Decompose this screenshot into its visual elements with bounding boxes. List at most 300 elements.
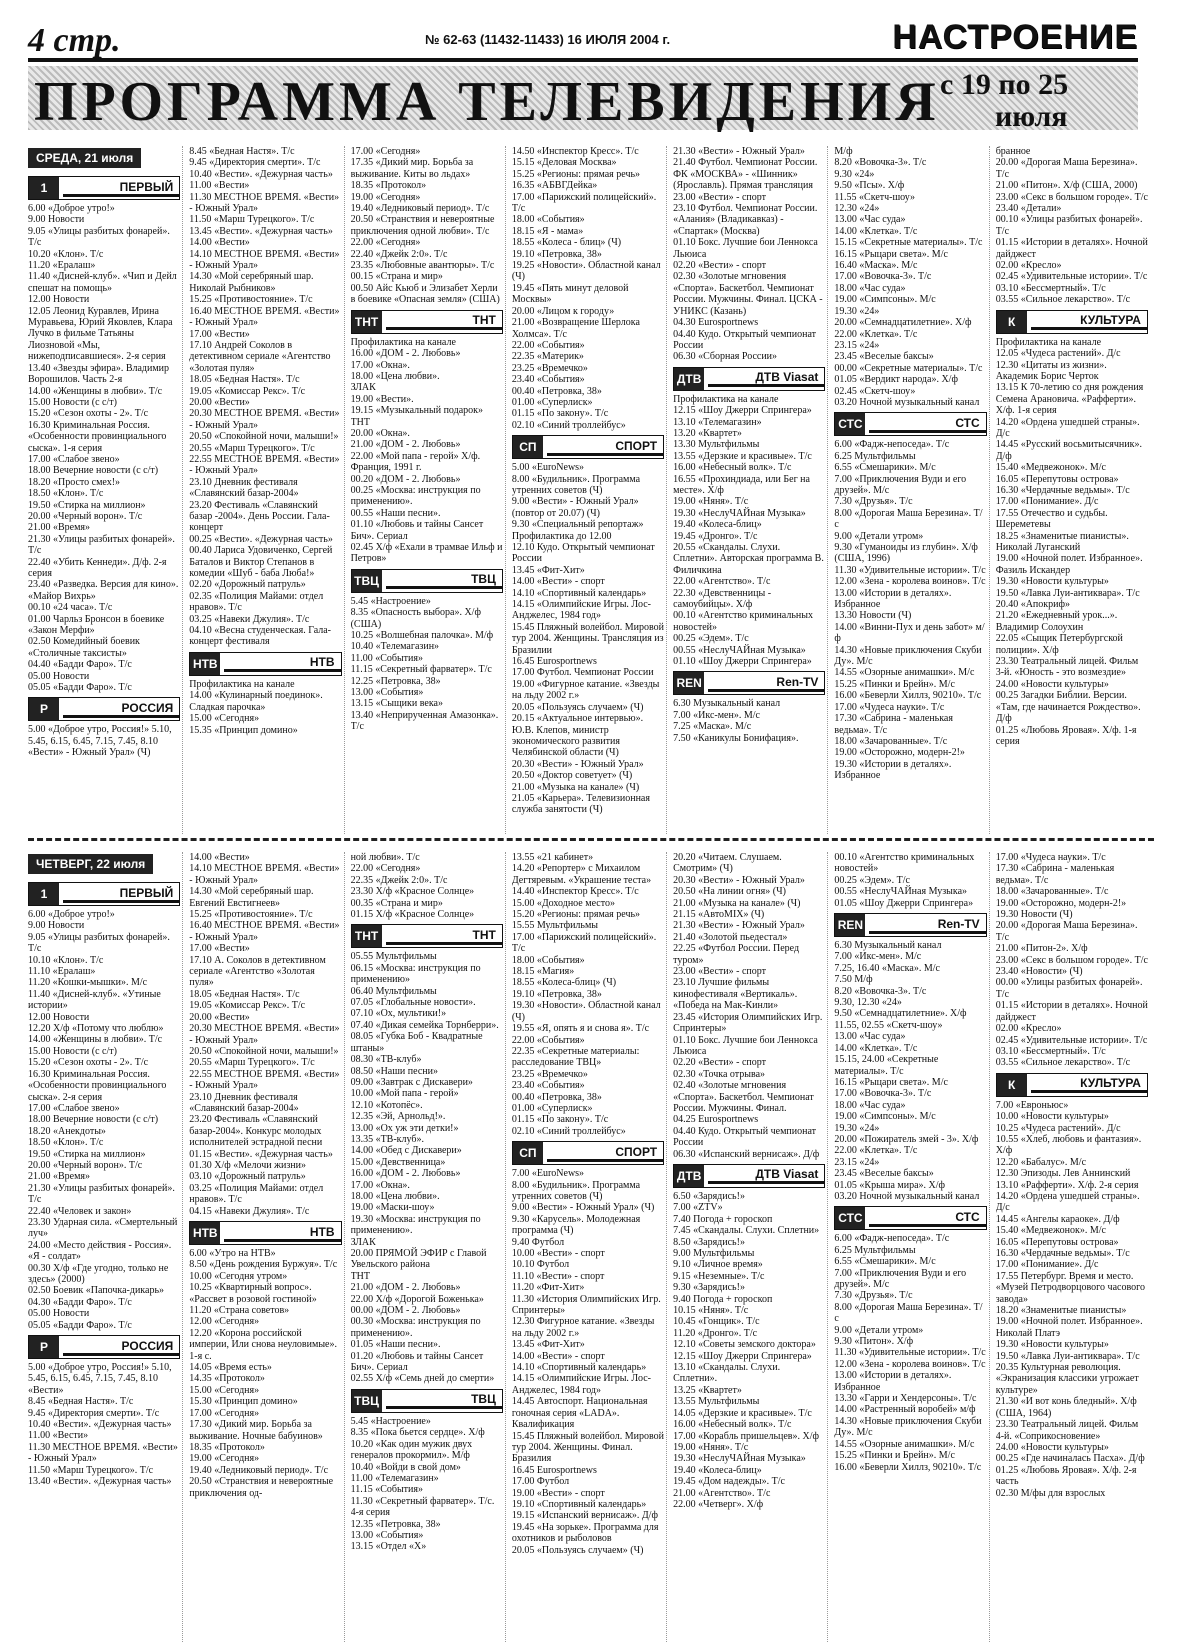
program-listing: 00.55 «НеслуЧАЙная Музыка» xyxy=(834,886,968,898)
program-listing: 21.15 «АвтоMIX» (Ч) xyxy=(673,909,765,921)
program-listing: 8.50 «День рождения Буржуя». Т/с xyxy=(189,1259,338,1271)
channel-header xyxy=(834,412,986,436)
program-listing: 14.00 «Обед с Дискавери» xyxy=(350,1145,462,1157)
program-listing: 9.10 «Личное время» xyxy=(673,1259,763,1271)
program-listing: 5.00 «Доброе утро, Россия!» 5.10, 5.45, 6.15, 6.45, 7.15, 7.45, 8.10 «Вести» - Южный Урал» (Ч) xyxy=(28,724,172,759)
program-listing: 20.30 «Вести» - Южный Урал» xyxy=(673,874,805,886)
program-listing: 22.00 Х/ф «Дорогой Боженька» xyxy=(350,1293,484,1305)
program-listing: 8.00 «Будильник». Программа утренних советов (Ч) xyxy=(511,1179,641,1202)
program-listing: 9.30 «24» xyxy=(834,168,875,180)
program-listing: 18.35 «Протокол» xyxy=(189,1441,265,1453)
program-listing: 17.00 «Окна». xyxy=(350,359,410,371)
program-listing: 20.30 МЕСТНОЕ ВРЕМЯ. «Вести» - Южный Урал» xyxy=(189,1023,340,1046)
program-listing: 11.20 «Кошки-мышки». М/с xyxy=(28,977,148,989)
program-listing: 21.30 «Улицы разбитых фонарей». Т/с xyxy=(28,533,175,557)
page-header xyxy=(0,0,1182,140)
channel-logo-icon: 1 xyxy=(29,883,59,905)
program-listing: 22.00 «Клетка». Т/с xyxy=(834,1145,918,1157)
program-listing: 7.30 «Друзья». Т/с xyxy=(834,1290,913,1302)
program-listing: 9.05 «Улицы разбитых фонарей». Т/с xyxy=(28,931,170,955)
program-listing: 19.50 «Стирка на миллион» xyxy=(28,1148,146,1160)
program-listing: 01.20 «Любовь и тайны Сансет Бич». Сериал xyxy=(350,1350,484,1374)
program-listing: 23.45 «История Олимпийских Игр. Спринтеры» xyxy=(673,1011,823,1035)
program-listing: 20.00 «Черный ворон». Т/с xyxy=(28,510,143,522)
program-listing: 01.10 «Любовь и тайны Сансет Бич». Сериал xyxy=(350,519,484,542)
program-listing: 12.10 Кудо. Открытый чемпионат России xyxy=(511,542,655,565)
program-listing: 19.50 «Стирка на миллион» xyxy=(28,499,146,511)
program-listing: 10.00 «Новости культуры» xyxy=(995,1111,1109,1123)
program-listing: 02.20 «Вести» - спорт xyxy=(673,1057,767,1069)
channel-header xyxy=(673,671,825,695)
program-listing: 15.15, 24.00 «Секретные материалы». Т/с xyxy=(834,1054,939,1077)
program-listing: 6.50 «Зарядись!» xyxy=(673,1190,745,1202)
program-listing: 14.50 «Инспектор Кресс». Т/с xyxy=(511,146,639,157)
program-listing: 10.25 «Чудеса растений». Д/с xyxy=(995,1122,1121,1134)
program-listing: 11.20 «Фит-Хит» xyxy=(511,1282,585,1294)
program-listing: 20.00 «Лицом к городу» xyxy=(511,305,615,317)
program-listing: 9.50 «Псы». Х/ф xyxy=(834,180,905,192)
program-listing: 18.05 «Бедная Настя». Т/с xyxy=(189,374,300,386)
program-listing: 14.00 «Клетка». Т/с xyxy=(834,1042,918,1054)
program-listing: 00.25 «Эдем». Т/с xyxy=(673,633,749,645)
program-listing: 20.55 «Марш Турецкого». Т/с xyxy=(189,442,315,454)
program-listing: 19.05 «Комиссар Рекс». Т/с xyxy=(189,385,306,397)
program-listing: 9.30 «Карусель». Молодежная программа (Ч) xyxy=(511,1213,641,1237)
program-listing: 17.00 Футбол. Чемпионат России xyxy=(511,667,654,679)
program-listing: 9.40 Футбол xyxy=(511,1236,565,1248)
program-listing: 22.40 «Джейк 2:0». Т/с xyxy=(350,248,448,260)
program-listing: 23.30 Театральный лицей. Фильм 3-й. «Юность - это возмездие» xyxy=(995,656,1139,679)
program-listing: 12.00 Новости xyxy=(28,294,90,306)
program-listing: 15.25 «Противостояние». Т/с xyxy=(189,294,313,306)
program-listing: 02.00 «Кресло» xyxy=(995,1023,1062,1035)
channel-name: ДТВ Viasat xyxy=(708,1167,824,1184)
program-listing: 17.00 «Вести» xyxy=(189,943,250,955)
program-listing: 10.25 «Волшебная палочка». М/ф xyxy=(350,630,494,642)
program-listing: 22.40 «Убить Кеннеди». Д/ф. 2-я серия xyxy=(28,556,167,579)
program-listing: 06.30 «Сборная России» xyxy=(673,351,778,363)
program-listing: 22.35 «Материк» xyxy=(511,351,584,363)
program-listing: 5.45 «Настроение» xyxy=(350,1415,431,1427)
program-listing: 9.15 «Неземные». Т/с xyxy=(673,1270,765,1282)
program-listing: 13.25 «Квартет» xyxy=(673,1384,742,1396)
program-listing: 21.30 «Вести» - Южный Урал» xyxy=(673,146,805,157)
program-listing: 00.10 «Агентство криминальных новостей» xyxy=(834,852,975,875)
page-title: ПРОГРАММА ТЕЛЕВИДЕНИЯ xyxy=(34,71,940,133)
channel-logo-icon: К xyxy=(997,311,1027,333)
program-listing: 19.45 «Пять минут деловой Москвы» xyxy=(511,282,629,306)
program-listing: 14.00 «Вести» - спорт xyxy=(511,1350,605,1362)
program-listing: 18.55 «Колеса-блиц» (Ч) xyxy=(511,977,617,989)
program-listing: 23.30 Х/ф «Красное Солнце» xyxy=(350,886,475,898)
program-listing: 16.00 «Небесный волк». Т/с xyxy=(673,1419,792,1431)
program-listing: 20.50 «Доктор советует» (Ч) xyxy=(511,770,633,782)
program-listing: 13.55 «21 кабинет» xyxy=(511,852,594,863)
program-listing: 02.10 «Синий троллейбус» xyxy=(511,1125,626,1137)
program-listing: 14.10 «Спортивный календарь» xyxy=(511,587,647,599)
program-listing: 17.10 А. Соколов в детективном сериале «Агентство «Золотая пуля» xyxy=(189,954,326,989)
channel-logo-icon: К xyxy=(997,1074,1027,1096)
program-listing: 12.30 Эпизоды. Лев Аннинский xyxy=(995,1168,1131,1180)
program-listing: 19.00 «Фигурное катание. «Звезды на льду 2002 г.» xyxy=(511,678,660,702)
program-listing: 19.00 «Вести». xyxy=(350,393,414,405)
program-listing: 14.00 «Женщины в любви». Т/с xyxy=(28,385,163,397)
program-listing: 00.40 «Петровка, 38» xyxy=(511,1091,602,1103)
channel-name: КУЛЬТУРА xyxy=(1031,1076,1147,1093)
program-listing: 21.00 «Время» xyxy=(28,1171,91,1183)
date-range-from xyxy=(940,70,1068,100)
program-listing: 20.20 «Читаем. Слушаем. Смотрим» (Ч) xyxy=(673,852,782,875)
program-listing: 8.00 «Будильник». Программа утренних советов (Ч) xyxy=(511,473,641,496)
program-listing: 15.25 «Пинки и Брейн». М/с xyxy=(834,678,955,690)
program-listing: 00.00 «ДОМ - 2. Любовь» xyxy=(350,1305,461,1317)
schedule-column xyxy=(996,852,1150,1642)
program-listing: 7.40 Погода + гороскоп xyxy=(673,1213,773,1225)
program-listing: 8.20 «Вовочка-3». Т/с xyxy=(834,985,927,997)
program-listing: 15.35 «Принцип домино» xyxy=(189,724,298,736)
program-listing: ЗЛАК xyxy=(350,1236,376,1248)
program-listing: 13.20 «Квартет» xyxy=(673,427,742,439)
program-listing: 13.00 «Час суда» xyxy=(834,1031,906,1043)
program-listing: 01.15 Х/ф «Красное Солнце» xyxy=(350,909,475,921)
program-listing: 01.10 Бокс. Лучшие бои Леннокса Льюиса xyxy=(673,237,818,260)
channel-header xyxy=(189,1221,341,1245)
program-listing: 5.00 «Доброе утро, Россия!» 5.10, 5.45, 6.15, 6.45, 7.15, 7.45, 8.10 «Вести» xyxy=(28,1362,172,1396)
program-listing: 16.15 «Рыцари света». М/с xyxy=(834,1076,948,1088)
program-listing: 23.10 Футбол. Чемпионат России. «Алания» (Владикавказ) - «Спартак» (Москва) xyxy=(673,203,818,237)
program-listing: 18.20 «Знаменитые пианисты» xyxy=(995,1305,1127,1317)
channel-header xyxy=(28,176,180,200)
program-listing: 22.00 «Агентство». Т/с xyxy=(673,576,771,588)
program-listing: 7.00 «Икс-мен». М/с xyxy=(834,951,922,963)
program-listing: 20.00 «Дорогая Маша Березина». Т/с xyxy=(995,157,1138,180)
program-listing: 13.30 Мультфильмы xyxy=(673,439,760,451)
program-listing: 19.45 «Дом надежды». Т/с xyxy=(673,1476,785,1488)
program-listing: 00.30 «Москва: инструкция по применению». xyxy=(350,1316,481,1339)
program-listing: 18.50 «Клон». Т/с xyxy=(28,488,104,500)
program-listing: 11.30 «История Олимпийских Игр. Спринтеры» xyxy=(511,1293,661,1317)
channel-name: ТНТ xyxy=(386,928,502,945)
program-listing: 18.35 «Протокол» xyxy=(350,180,427,192)
program-listing: 16.45 Eurosportnews xyxy=(511,656,597,668)
program-listing: 11.55 «Скетч-шоу» xyxy=(834,191,916,203)
program-listing: 11.30 «Удивительные истории». Т/с xyxy=(834,564,986,576)
schedule-column xyxy=(512,146,667,834)
program-listing: 14.00 «Вести» xyxy=(189,852,250,863)
channel-header xyxy=(673,1164,825,1188)
program-listing: 14.05 «Дерзкие и красивые». Т/с xyxy=(673,1407,812,1419)
program-listing: 9.05 «Улицы разбитых фонарей». Т/с xyxy=(28,225,170,249)
program-listing: 7.00 «EuroNews» xyxy=(511,1168,585,1180)
program-listing: 03.20 Ночной музыкальный канал xyxy=(834,396,980,408)
program-listing: 05.00 Новости xyxy=(28,1308,90,1320)
program-listing: 15.40 «Медвежонок». М/с xyxy=(995,462,1106,474)
program-listing: 22.35 «Секретные материалы: расследование ТВЦ» xyxy=(511,1045,640,1069)
program-listing: 21.30 «И вот конь бледный». Х/ф (США, 1964) xyxy=(995,1396,1137,1419)
program-listing: Профилактика на канале xyxy=(673,393,779,405)
program-listing: 17.00 «Окна». xyxy=(350,1179,410,1191)
program-listing: 20.30 «Вести» - Южный Урал» xyxy=(511,758,644,770)
program-listing: 15.15 «Секретные материалы». Т/с xyxy=(834,237,983,249)
channel-header xyxy=(512,435,664,459)
program-listing: 16.00 «ДОМ - 2. Любовь» xyxy=(350,1168,461,1180)
program-listing: 14.20 «Репортер» с Михаилом Дегтяревым. «Украшение теста» xyxy=(511,863,652,886)
program-listing: 15.55 Мультфильмы xyxy=(511,920,599,932)
program-listing: 21.30 «Вести» - Южный Урал» xyxy=(673,920,805,932)
program-listing: 01.00 «Суперлиск» xyxy=(511,1102,593,1114)
program-listing: 17.30 «Сабрина - маленькая ведьма». Т/с xyxy=(834,713,953,736)
day-separator xyxy=(28,838,1154,841)
program-listing: 08.05 «Губка Боб - Квадратные штаны» xyxy=(350,1031,483,1054)
program-listing: 12.00 «Зена - королева воинов». Т/с xyxy=(834,576,986,588)
channel-header xyxy=(834,913,986,937)
program-listing: 12.25 «Петровка, 38» xyxy=(350,675,441,687)
program-listing: 11.30 «Секретный фарватер». Т/с. 4-я серия xyxy=(350,1495,495,1519)
program-listing: 18.00 «Зачарованные». Т/с xyxy=(834,735,948,747)
program-listing: 11.20 «Дронго». Т/с xyxy=(673,1327,758,1339)
program-listing: 19.00 «Осторожно, модерн-2!» xyxy=(834,747,965,759)
program-listing: 10.40 «Вести». «Дежурная часть» xyxy=(189,168,333,180)
program-listing: 23.10 Дневник фестиваля «Славянский базар-2004» xyxy=(189,1091,299,1114)
program-listing: 16.55 «Прохиндиада, или Бег на месте». Х/ф xyxy=(673,473,810,496)
channel-logo-icon: Р xyxy=(29,1336,59,1358)
program-listing: 12.00 «Сегодня» xyxy=(189,1316,260,1328)
program-listing: 20.35 Культурная революция. «Экранизация классики угрожает культуре» xyxy=(995,1362,1139,1396)
program-listing: 00.00 «Секретные материалы». Т/с xyxy=(834,362,983,374)
program-listing: 13.15 «Сыщики века» xyxy=(350,698,443,710)
channel-logo-icon: REN xyxy=(835,914,865,936)
program-listing: 23.00 «Вести» - спорт xyxy=(673,966,767,978)
page-number: 4 стр. xyxy=(28,22,121,59)
channel-name: Ren-TV xyxy=(869,917,985,934)
program-listing: 15.25 «Противостояние». Т/с xyxy=(189,909,313,921)
program-listing: 7.45 «Скандалы. Слухи. Сплетни» xyxy=(673,1225,820,1237)
program-listing: 18.00 Вечерние новости (с с/т) xyxy=(28,1114,159,1126)
day-heading: СРЕДА, 21 июля xyxy=(28,148,141,168)
program-listing: 10.40 «Вести». «Дежурная часть» xyxy=(28,1419,172,1431)
program-listing: 04.30 Eurosportnews xyxy=(673,317,759,329)
program-listing: 6.25 Мультфильмы xyxy=(834,450,916,462)
program-listing: 02.45 «Удивительные истории». Т/с xyxy=(995,1034,1148,1046)
program-listing: 22.55 МЕСТНОЕ ВРЕМЯ. «Вести» - Южный Урал» xyxy=(189,453,340,477)
program-listing: 02.50 Комедийный боевик «Столичные таксисты» xyxy=(28,636,140,659)
program-listing: 12.35 «Эй, Арнольд!». xyxy=(350,1111,446,1123)
program-listing: 00.55 «Наши песни». xyxy=(350,507,441,519)
program-listing: 15.40 «Медвежонок». М/с xyxy=(995,1225,1106,1237)
program-listing: 8.20 «Вовочка-3». Т/с xyxy=(834,157,927,169)
schedule-column xyxy=(28,852,183,1642)
program-listing: 14.55 «Озорные анимашки». М/с xyxy=(834,667,975,679)
date-from: с 19 xyxy=(940,68,991,101)
program-listing: 19.30 «24» xyxy=(834,1122,880,1134)
program-listing: 23.00 «Секс в большом городе». Т/с xyxy=(995,954,1148,966)
channel-name: НТВ xyxy=(224,1225,340,1242)
program-listing: 14.00 «Винни-Пух и день забот» м/ф xyxy=(834,621,985,645)
program-listing: 16.35 «АБВГДейка» xyxy=(511,180,598,192)
program-listing: 03.10 «Бессмертный». Т/с xyxy=(995,282,1106,294)
program-listing: 9.45 «Директория смерти». Т/с xyxy=(28,1407,160,1419)
program-listing: 22.35 «Джейк 2:0». Т/с xyxy=(350,874,448,886)
program-listing: 01.05 «Наши песни». xyxy=(350,1339,441,1351)
program-listing: 03.25 «Навеки Джулия». Т/с xyxy=(189,613,310,625)
program-listing: 17.00 «Понимание». Д/с xyxy=(995,1259,1099,1271)
program-listing: 19.00 «Вести» - спорт xyxy=(511,1487,605,1499)
program-listing: 00.30 Х/ф «Где угодно, только не здесь» (2000) xyxy=(28,1262,169,1285)
program-listing: 14.30 «Мой серебряный шар. Николай Рыбников» xyxy=(189,271,314,294)
program-listing: 9.45 «Директория смерти». Т/с xyxy=(189,157,321,169)
program-listing: 16.00 «Небесный волк». Т/с xyxy=(673,462,792,474)
program-listing: ЗЛАК xyxy=(350,382,376,394)
program-listing: 23.20 Фестиваль «Славянский базар-2004». Конкурс молодых исполнителей эстрадной песни xyxy=(189,1114,323,1149)
program-listing: 13.40 «Вести». «Дежурная часть» xyxy=(28,1476,172,1488)
program-listing: 11.20 «Ералаш» xyxy=(28,260,96,272)
date-to: по 25 xyxy=(998,68,1069,101)
channel-name: ТВЦ xyxy=(386,572,502,589)
program-listing: 11.20 «Страна советов» xyxy=(189,1305,290,1317)
program-listing: 06.40 Мультфильмы xyxy=(350,985,437,997)
program-listing: 10.45 «Гонщик». Т/с xyxy=(673,1316,760,1328)
program-listing: 9.40 Погода + гороскоп xyxy=(673,1293,773,1305)
program-listing: 18.00 «Час суда» xyxy=(834,282,906,294)
program-listing: 23.00 «Вести» - спорт xyxy=(673,191,767,203)
channel-name: НТВ xyxy=(224,655,340,672)
program-listing: 06.15 «Москва: инструкция по применению» xyxy=(350,962,481,986)
program-listing: 00.25 Загадки Библии. Версии. «Там, где начинается Рождество». Д/ф xyxy=(995,690,1141,725)
program-listing: 8.50 «Зарядись!» xyxy=(673,1236,745,1248)
program-listing: 20.50 «Спокойной ночи, малыши!» xyxy=(189,1045,339,1057)
program-listing: 00.25 «Эдем». Т/с xyxy=(834,874,910,886)
program-listing: 02.30 М/фы для взрослых xyxy=(995,1487,1106,1499)
program-listing: 14.30 «Новые приключения Скуби Ду». М/с xyxy=(834,644,982,668)
program-listing: ной любви». Т/с xyxy=(350,852,420,863)
schedule-column xyxy=(28,146,183,834)
program-listing: 14.05 «Время есть» xyxy=(189,1362,272,1374)
channel-logo-icon: СТС xyxy=(835,1207,865,1229)
program-listing: 01.25 «Любовь Яровая». Х/ф. 1-я серия xyxy=(995,724,1137,747)
program-listing: 22.40 «Человек и закон» xyxy=(28,1205,132,1217)
program-listing: 01.00 «Суперлиск» xyxy=(511,396,593,408)
program-listing: 15.20 «Сезон охоты - 2». Т/с xyxy=(28,1057,149,1069)
program-listing: 13.00 «Час суда» xyxy=(834,214,906,226)
program-listing: 10.20 «Клон». Т/с xyxy=(28,248,104,260)
program-listing: 7.30 «Друзья». Т/с xyxy=(834,496,913,508)
program-listing: 6.00 «Утро на НТВ» xyxy=(189,1248,276,1259)
program-listing: 17.00 «Чудеса науки». Т/с xyxy=(834,701,945,713)
program-listing: 20.15 «Актуальное интервью». Ю.В. Клепов, министр экономического развития Челябинской области (Ч) xyxy=(511,713,644,759)
program-listing: 00.40 Лариса Удовиченко, Сергей Баталов и Виктор Степанов в комедии «Шуб - баба Люба!» xyxy=(189,545,333,580)
program-listing: 13.00 «Истории в деталях». Избранное xyxy=(834,587,952,611)
program-listing: 14.00 «Растренный воробей» м/ф xyxy=(834,1404,976,1416)
program-listing: 02.50 Боевик «Папочка-дикарь» xyxy=(28,1285,165,1297)
program-listing: 17.00 «Слабое звено» xyxy=(28,453,120,465)
program-listing: 15.20 «Сезон охоты - 2». Т/с xyxy=(28,408,149,420)
program-listing: 17.55 Отечество и судьбы. Шереметевы xyxy=(995,507,1108,531)
program-listing: 23.40 «Детали» xyxy=(995,203,1062,215)
program-listing: 8.00 «Дорогая Маша Березина». Т/с xyxy=(834,1301,983,1325)
program-listing: 20.00 ПРЯМОЙ ЭФИР с Главой Увельского района xyxy=(350,1248,487,1271)
channel-logo-icon: ТНТ xyxy=(352,311,382,333)
program-listing: 00.15 «Страна и мир» xyxy=(350,271,443,283)
program-listing: 7.50 М/ф xyxy=(834,974,873,986)
program-listing: 16.40 «Маска». М/с xyxy=(834,260,918,272)
program-listing: 8.35 «Пока бьется сердце». Х/ф xyxy=(350,1427,485,1439)
program-listing: 17.00 «Парижский полицейский». Т/с xyxy=(511,191,657,215)
program-listing: ТНТ xyxy=(350,416,371,428)
schedule-column xyxy=(351,852,506,1642)
program-listing: 24.00 «Новости культуры» xyxy=(995,1441,1109,1453)
program-listing: 00.40 «Петровка, 38» xyxy=(511,385,602,397)
program-listing: 10.10 «Клон». Т/с xyxy=(28,954,104,966)
channel-name: КУЛЬТУРА xyxy=(1031,313,1147,330)
program-listing: 7.25 «Маска». М/с xyxy=(673,721,752,733)
program-listing: 02.30 «Золотые мгновения «Спорта». Баскетбол. Чемпионат России. Мужчины. Финал. ЦСКА - УНИКС (Казань) xyxy=(673,271,823,317)
program-listing: 13.10 «Рафферти». Х/ф. 2-я серия xyxy=(995,1179,1139,1191)
program-listing: 14.00 «Вести» xyxy=(189,237,250,249)
program-listing: 01.10 Бокс. Лучшие бои Леннокса Льюиса xyxy=(673,1034,818,1057)
program-listing: 9.50 «Семнадцатилетние». Х/ф xyxy=(834,1008,967,1020)
program-listing: 22.00 «Сегодня» xyxy=(350,863,421,875)
channel-logo-icon: ДТВ xyxy=(674,1165,704,1187)
program-listing: 00.35 «Страна и мир» xyxy=(350,897,443,909)
program-listing: 11.40 «Дисней-клуб». «Чип и Дейл спешат на помощь» xyxy=(28,271,177,294)
channel-name: СПОРТ xyxy=(547,439,663,456)
program-listing: 00.10 «Улицы разбитых фонарей». Т/с xyxy=(995,214,1143,237)
program-listing: 17.00 «Вовочка-3». Т/с xyxy=(834,1088,932,1100)
program-listing: 14.15 «Олимпийские Игры. Лос-Анджелес, 1984 год» xyxy=(511,599,651,622)
channel-header xyxy=(28,697,180,721)
program-listing: 21.00 «Музыка на канале» (Ч) xyxy=(511,781,640,793)
program-listing: 14.10 «Спортивный календарь» xyxy=(511,1362,647,1374)
program-listing: 14.15 «Олимпийские Игры. Лос-Анджелес, 1984 год» xyxy=(511,1373,651,1396)
program-listing: 10.25 «Квартирный вопрос». «Рассвет в розовой гостиной» xyxy=(189,1282,317,1305)
program-listing: 7.00 «Икс-мен». М/с xyxy=(673,709,760,721)
program-listing: 03.10 «Бессмертный». Т/с xyxy=(995,1045,1106,1057)
program-listing: 8.45 «Бедная Настя». Т/с xyxy=(189,146,295,157)
program-listing: 19.40 «Ледниковый период». Т/с xyxy=(350,203,490,215)
program-listing: 11.40 «Дисней-клуб». «Утиные истории» xyxy=(28,988,161,1012)
channel-logo-icon: 1 xyxy=(29,177,59,199)
channel-logo-icon: ТВЦ xyxy=(352,570,382,592)
program-listing: 7.00 «ZTV» xyxy=(673,1202,723,1214)
program-listing: 13.40 «Неприрученная Амазонка». Т/с xyxy=(350,709,499,733)
program-listing: 00.50 Айс Кьюб и Элизабет Херли в боевике «Опасная земля» (США) xyxy=(350,282,500,306)
program-listing: 19.05 «Комиссар Рекс». Т/с xyxy=(189,1000,306,1012)
schedule-column xyxy=(834,146,989,834)
program-listing: 8.45 «Бедная Настя». Т/с xyxy=(28,1396,134,1408)
program-listing: 13.30 Новости (Ч) xyxy=(834,610,912,622)
program-listing: 19.55 «Я, опять я и снова я». Т/с xyxy=(511,1023,650,1035)
program-listing: 7.25, 16.40 «Маска». М/с xyxy=(834,962,940,974)
program-listing: 20.50 «Странствия и невероятные приключения одной любви». Т/с xyxy=(350,214,495,237)
program-listing: 21.05 «Карьера». Телевизионная служба занятости (Ч) xyxy=(511,792,650,816)
program-listing: 22.00 «События» xyxy=(511,1034,585,1046)
program-listing: 08.30 «ТВ-клуб» xyxy=(350,1054,422,1066)
program-listing: браннoe xyxy=(995,146,1031,157)
program-listing: 22.00 «Четверг». Х/ф xyxy=(673,1498,764,1510)
program-listing: 19.10 «Петровка, 38» xyxy=(511,248,602,260)
program-listing: 01.05 «Шоу Джерри Спрингера» xyxy=(834,897,974,909)
program-listing: 23.30 Ударная сила. «Смертельный луч» xyxy=(28,1216,178,1240)
program-listing: 06.30 «Испанский вернисаж». Д/ф xyxy=(673,1148,820,1160)
program-listing: 12.35 «Петровка, 38» xyxy=(350,1518,441,1530)
program-listing: 19.50 «Лавка Луи-антиквара». Т/с xyxy=(995,587,1140,599)
program-listing: 18.05 «Бедная Настя». Т/с xyxy=(189,988,300,1000)
program-listing: 04.40 Кудо. Открытый чемпионат России xyxy=(673,328,817,351)
channel-logo-icon: СП xyxy=(513,1142,543,1164)
channel-header xyxy=(512,1141,664,1165)
program-listing: 9.30, 12.30 «24» xyxy=(834,997,902,1009)
program-listing: 23.45 «Веселые баксы» xyxy=(834,1168,934,1180)
